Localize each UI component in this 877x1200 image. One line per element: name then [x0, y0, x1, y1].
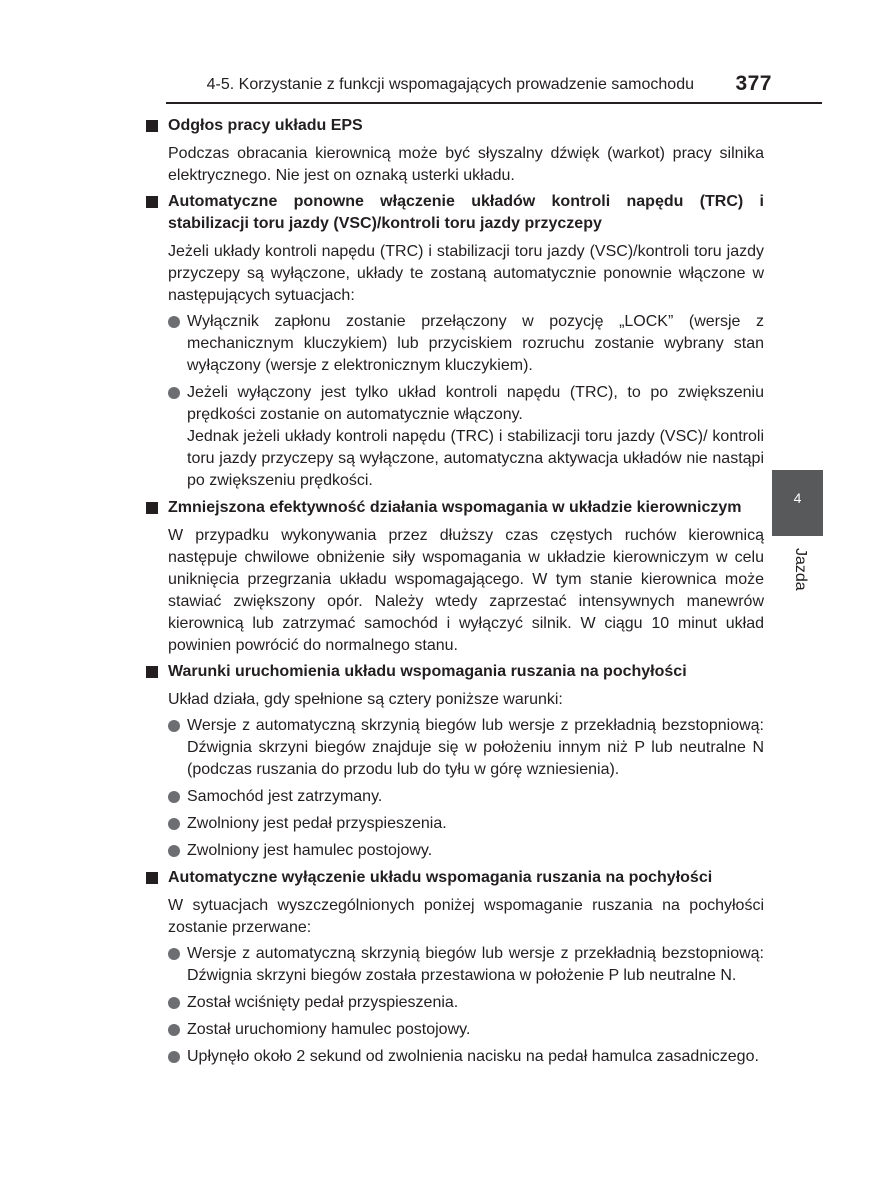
chapter-tab: 4	[772, 470, 823, 536]
chapter-label: Jazda	[792, 548, 809, 591]
header-rule	[166, 102, 822, 104]
paragraph: W przypadku wykonywania przez dłuższy czas częstych ruchów kierownicą następuje chwilowe obniżenie siły wspomagania w układzie kierowniczym w celu uniknięcia przegrzania układu wspomagającego. W tym stanie kierownica może stawiać zwiększony opór. Należy wtedy zaprzestać intensywnych manewrów kierownicą lub zatrzymać samochód i wyłączyć silnik. W ciągu 10 minut układ powinien powrócić do normalnego stanu.	[168, 527, 764, 654]
list-item	[168, 311, 764, 377]
section-reduced-assist	[144, 497, 764, 657]
circle-bullet-icon	[168, 387, 180, 399]
circle-bullet-icon	[168, 1024, 180, 1036]
section-heading	[144, 497, 764, 519]
circle-bullet-icon	[168, 845, 180, 857]
page-number: 377	[735, 72, 772, 95]
bullet-list	[168, 715, 764, 862]
section-heading-text: Zmniejszona efektywność działania wspomagania w układzie kierowniczym	[168, 499, 742, 516]
list-item-text: Jeżeli wyłączony jest tylko układ kontroli napędu (TRC), to po zwiększeniu prędkości zostanie on automatycznie włączony.	[187, 384, 764, 423]
square-bullet-icon	[146, 120, 158, 132]
square-bullet-icon	[146, 196, 158, 208]
section-heading-text: Automatyczne wyłączenie układu wspomagania ruszania na pochyłości	[168, 869, 713, 886]
circle-bullet-icon	[168, 720, 180, 732]
circle-bullet-icon	[168, 316, 180, 328]
page-header	[0, 72, 772, 98]
section-heading	[144, 661, 764, 683]
bullet-list	[168, 943, 764, 1068]
paragraph: Podczas obracania kierownicą może być słyszalny dźwięk (warkot) pracy silnika elektrycznego. Nie jest on oznaką usterki układu.	[168, 145, 764, 184]
list-item-text: Zwolniony jest hamulec postojowy.	[187, 842, 433, 859]
section-heading-text: Warunki uruchomienia układu wspomagania ruszania na pochyłości	[168, 663, 687, 680]
bullet-list	[168, 311, 764, 492]
list-item	[168, 813, 764, 835]
paragraph: Jeżeli układy kontroli napędu (TRC) i stabilizacji toru jazdy (VSC)/kontroli toru jazdy przyczepy są wyłączone, układy te zostaną automatycznie ponownie włączone w następujących sytuacjach:	[168, 243, 764, 304]
circle-bullet-icon	[168, 818, 180, 830]
list-item-text: Został uruchomiony hamulec postojowy.	[187, 1021, 471, 1038]
circle-bullet-icon	[168, 997, 180, 1009]
section-heading-text: Automatyczne ponowne włączenie układów kontroli napędu (TRC) i stabilizacji toru jazdy (VSC)/kontroli toru jazdy przyczepy	[168, 193, 764, 232]
section-heading	[144, 191, 764, 235]
square-bullet-icon	[146, 666, 158, 678]
list-item	[168, 382, 764, 492]
paragraph: Układ działa, gdy spełnione są cztery poniższe warunki:	[168, 691, 563, 708]
section-eps-noise	[144, 115, 764, 187]
list-item	[168, 992, 764, 1014]
list-item	[168, 715, 764, 781]
paragraph: W sytuacjach wyszczególnionych poniżej wspomaganie ruszania na pochyłości zostanie przerwane:	[168, 897, 764, 936]
list-item	[168, 786, 764, 808]
circle-bullet-icon	[168, 1051, 180, 1063]
section-trc-vsc-reactivation	[144, 191, 764, 492]
list-item-text: Samochód jest zatrzymany.	[187, 788, 383, 805]
square-bullet-icon	[146, 872, 158, 884]
section-heading-text: Odgłos pracy układu EPS	[168, 117, 363, 134]
section-hill-start-cancel	[144, 867, 764, 1068]
list-item	[168, 1019, 764, 1041]
list-item-text: Został wciśnięty pedał przyspieszenia.	[187, 994, 459, 1011]
running-header-title: 4-5. Korzystanie z funkcji wspomagających prowadzenie samochodu	[206, 76, 694, 93]
list-item	[168, 1046, 764, 1068]
circle-bullet-icon	[168, 948, 180, 960]
list-item-text: Upłynęło około 2 sekund od zwolnienia nacisku na pedał hamulca zasadniczego.	[187, 1048, 759, 1065]
section-hill-start-conditions	[144, 661, 764, 862]
section-heading	[144, 867, 764, 889]
list-item-text: Wersje z automatyczną skrzynią biegów lub wersje z przekładnią bezstopniową: Dźwignia skrzyni biegów została przestawiona w położenie P lub neutralne N.	[187, 945, 764, 984]
circle-bullet-icon	[168, 791, 180, 803]
list-item-text: Zwolniony jest pedał przyspieszenia.	[187, 815, 447, 832]
list-item-continuation: Jednak jeżeli układy kontroli napędu (TRC) i stabilizacji toru jazdy (VSC)/ kontroli toru jazdy przyczepy są wyłączone, automatyczna aktywacja układów nie nastąpi po zwiększeniu prędkości.	[187, 428, 764, 489]
square-bullet-icon	[146, 502, 158, 514]
list-item	[168, 943, 764, 987]
list-item	[168, 840, 764, 862]
page-body	[144, 115, 764, 1073]
section-heading	[144, 115, 764, 137]
list-item-text: Wyłącznik zapłonu zostanie przełączony w pozycję „LOCK” (wersje z mechanicznym kluczykiem) lub przyciskiem rozruchu zostanie wybrany stan wyłączony (wersje z elektronicznym kluczykiem).	[187, 313, 764, 374]
list-item-text: Wersje z automatyczną skrzynią biegów lub wersje z przekładnią bezstopniową: Dźwignia skrzyni biegów znajduje się w położeniu innym niż P lub neutralne N (podczas ruszania do przodu lub do tyłu w górę wzniesienia).	[187, 717, 764, 778]
